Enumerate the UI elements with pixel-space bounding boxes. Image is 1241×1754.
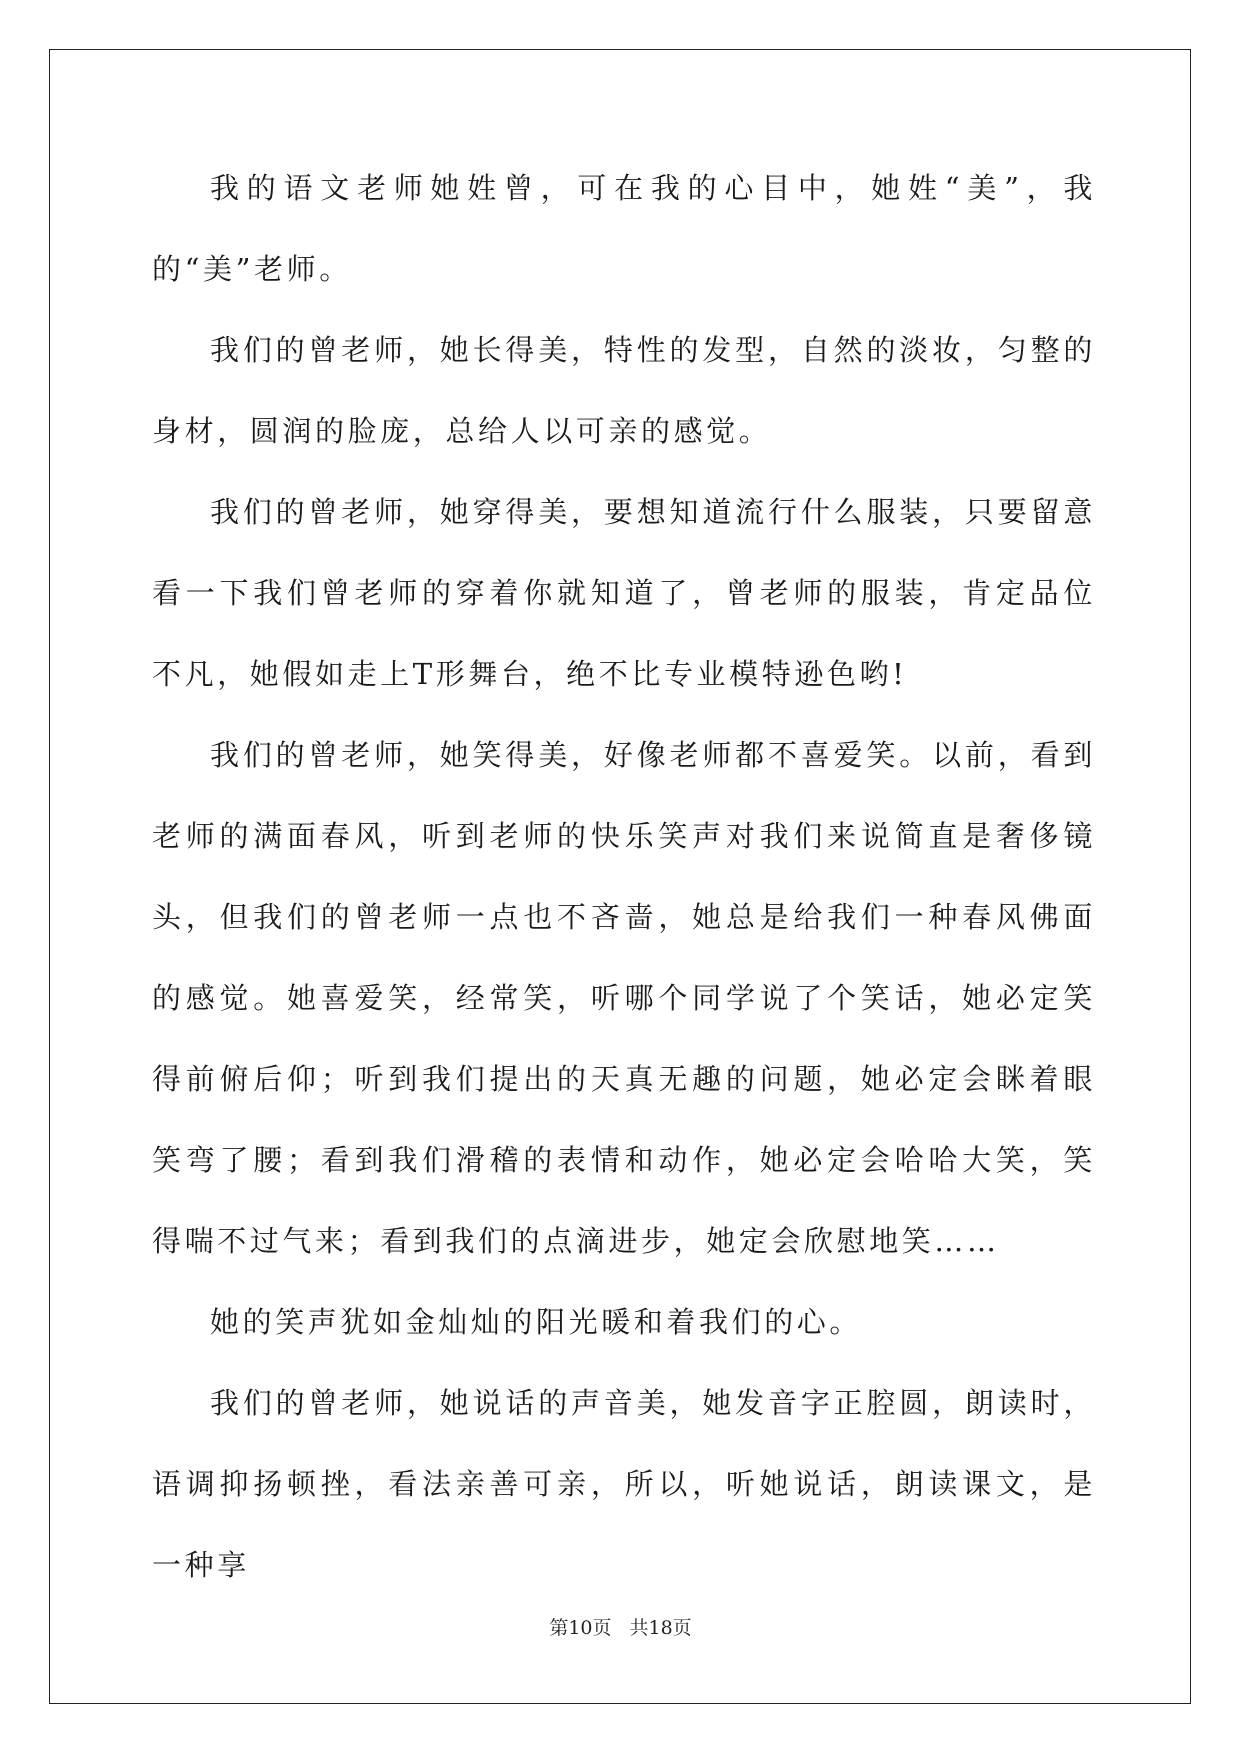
paragraph: 她的笑声犹如金灿灿的阳光暖和着我们的心。 — [210, 1305, 863, 1339]
paragraph: 我们的曾老师，她笑得美，好像老师都不喜爱笑。以前，看到老师的满面春风，听到老师的快乐笑声对我们来说简直是奢侈镜头，但我们的曾老师一点也不吝啬，她总是给我们一种春风佛面的感觉。她喜爱笑，经常笑，听哪个同学说了个笑话，她必定笑得前俯后仰；听到我们提出的天真无趣的问题，她必定会眯着眼笑弯了腰；看到我们滑稽的表情和动作，她必定会哈哈大笑，笑得喘不过气来；看到我们的点滴进步，她定会欣慰地笑…… — [152, 738, 1096, 1258]
paragraph: 我们的曾老师，她说话的声音美，她发音字正腔圆，朗读时，语调抑扬顿挫，看法亲善可亲，所以，听她说话，朗读课文，是一种享 — [152, 1386, 1096, 1582]
page-number: 第10页 — [549, 1617, 612, 1639]
page-footer — [0, 1613, 1241, 1640]
paragraph: 我们的曾老师，她穿得美，要想知道流行什么服装，只要留意看一下我们曾老师的穿着你就知道了，曾老师的服装，肯定品位不凡，她假如走上T形舞台，绝不比专业模特逊色哟! — [152, 495, 1096, 691]
page-total: 共18页 — [629, 1617, 692, 1639]
paragraph: 我们的曾老师，她长得美，特性的发型，自然的淡妆，匀整的身材，圆润的脸庞，总给人以可亲的感觉。 — [152, 333, 1096, 448]
paragraph: 我的语文老师她姓曾，可在我的心目中，她姓“美”，我的“美”老师。 — [152, 171, 1096, 286]
document-body — [152, 148, 1096, 1606]
